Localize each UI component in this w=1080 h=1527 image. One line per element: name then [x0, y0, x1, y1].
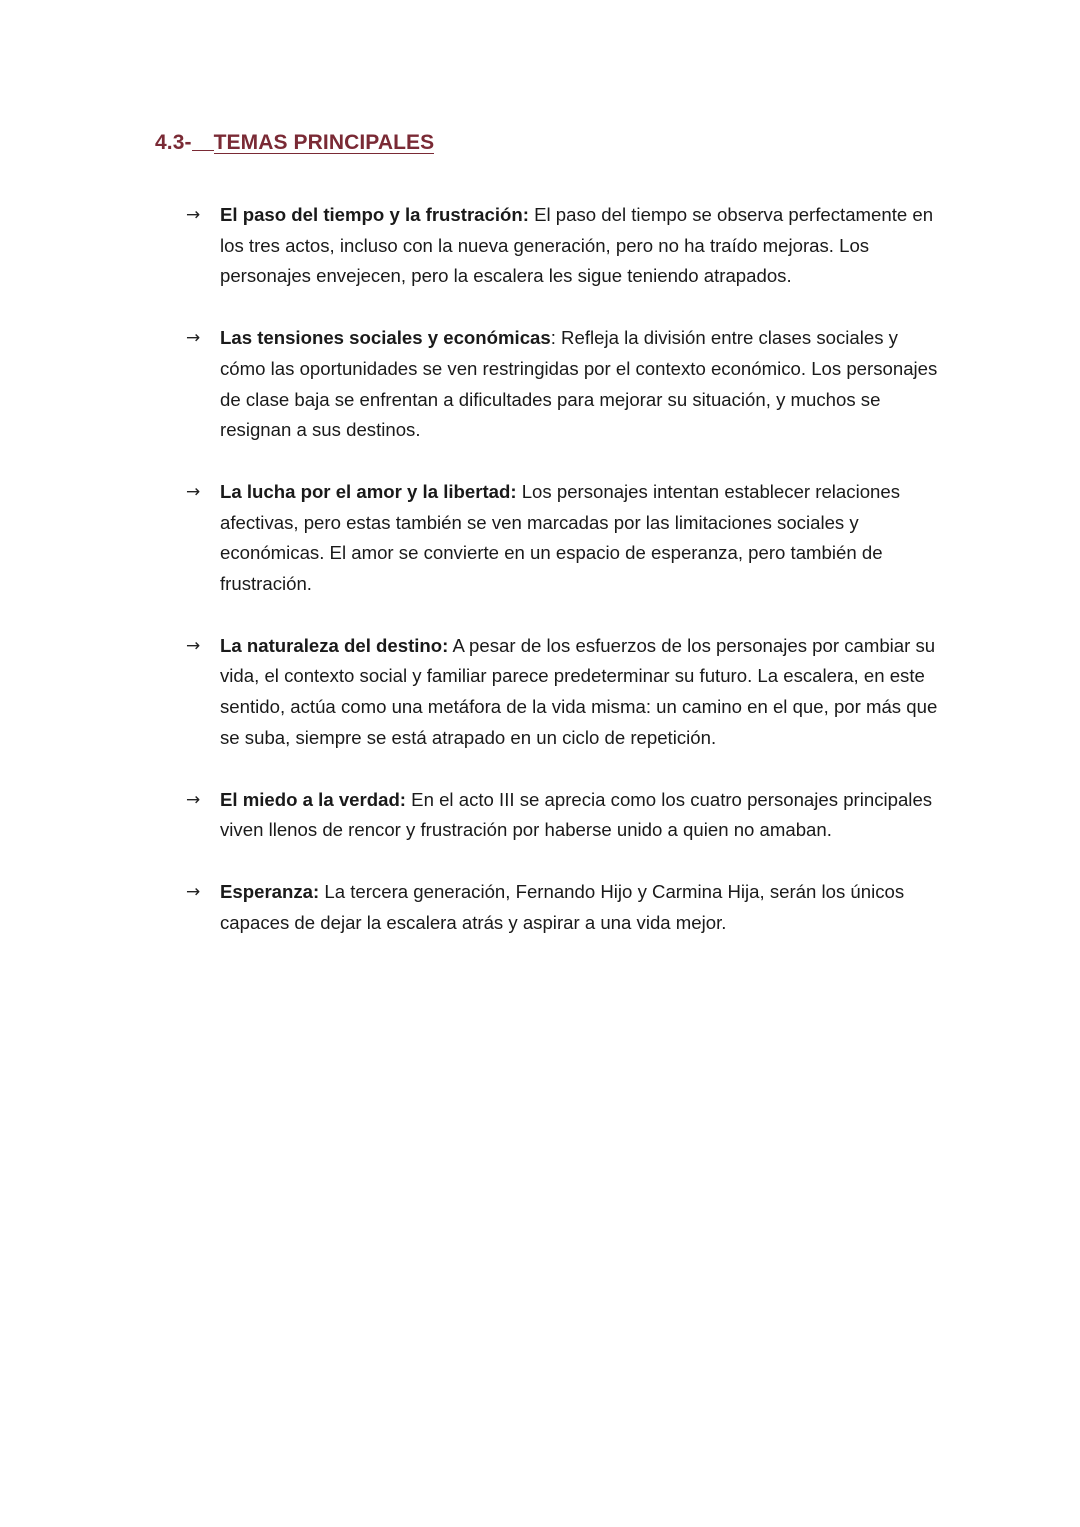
section-number: 4.3- — [155, 131, 192, 154]
theme-title: Esperanza: — [220, 880, 320, 902]
arrow-right-icon: → — [186, 328, 201, 349]
section-title: TEMAS PRINCIPALES — [213, 131, 435, 154]
theme-description: En el acto III se aprecia como los cuatro personajes principales viven llenos de rencor y frustración por haberse unido a quien no amaban. — [220, 788, 933, 841]
theme-description: El paso del tiempo se observa perfectamente en los tres actos, incluso con la nueva generación, pero no ha traído mejoras. Los personajes envejecen, pero la escalera les sigue teniendo atrapados. — [220, 204, 934, 287]
arrow-right-icon: → — [186, 635, 201, 656]
list-item — [186, 877, 946, 938]
list-item — [186, 785, 946, 846]
theme-description: Los personajes intentan establecer relaciones afectivas, pero estas también se ven marcadas por las limitaciones sociales y económicas. El amor se convierte en un espacio de esperanza, pero también de frustración. — [220, 480, 901, 595]
theme-description: : Refleja la división entre clases sociales y cómo las oportunidades se ven restringidas por el contexto económico. Los personajes de clase baja se enfrentan a dificultades para mejorar su situación, y muchos se resignan a sus destinos. — [220, 327, 938, 441]
theme-description: La tercera generación, Fernando Hijo y Carmina Hija, serán los únicos capaces de dejar la escalera atrás y aspirar a una vida mejor. — [220, 880, 905, 933]
arrow-right-icon: → — [186, 881, 201, 902]
list-item — [186, 477, 946, 600]
list-item — [186, 200, 946, 292]
theme-title: El paso del tiempo y la frustración: — [220, 204, 529, 225]
heading-underline-gap — [192, 131, 214, 151]
arrow-right-icon: → — [186, 789, 201, 810]
theme-description: A pesar de los esfuerzos de los personajes por cambiar su vida, el contexto social y familiar parece predeterminar su futuro. La escalera, en este sentido, actúa como una metáfora de la vida misma: un camino en el que, por más que se suba, siempre se está atrapado en un ciclo de repetición. — [220, 634, 938, 748]
list-item — [186, 631, 946, 754]
theme-title: Las tensiones sociales y económicas — [220, 327, 551, 349]
arrow-right-icon: → — [186, 205, 201, 225]
theme-title: La lucha por el amor y la libertad: — [220, 480, 517, 502]
arrow-right-icon: → — [186, 481, 201, 502]
list-item — [186, 323, 946, 446]
theme-title: La naturaleza del destino: — [220, 634, 449, 656]
themes-list — [186, 200, 946, 969]
theme-title: El miedo a la verdad: — [220, 788, 407, 810]
section-heading — [155, 131, 434, 155]
